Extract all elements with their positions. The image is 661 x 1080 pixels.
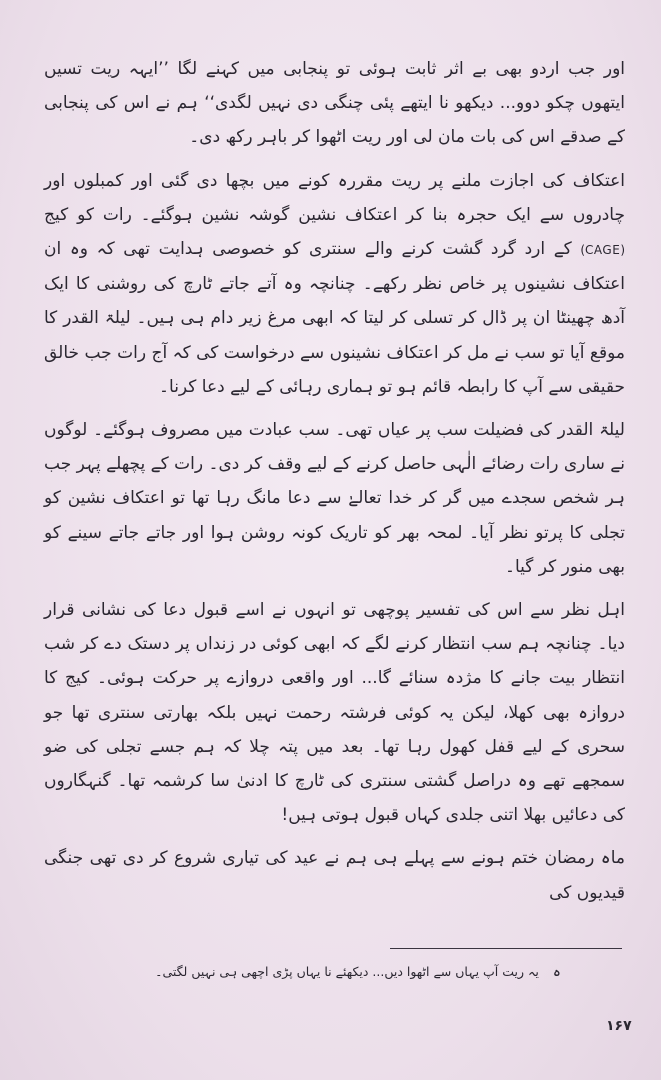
paragraph-5: ماہ رمضان ختم ہونے سے پہلے ہی ہم نے عید کی تیاری شروع کر دی تھی جنگی قیدیوں کی: [44, 848, 625, 903]
paragraph-1: اور جب اردو بھی بے اثر ثابت ہوئی تو پنجابی میں کہنے لگا ’’ایہہ ریت تسیں ایتھوں چکو دوو... دیکھو نا ایتھے پئی چنگی دی نہیں لگدی‘‘ ہم نے اس کی پنجابی کے صدقے اس کی بات مان لی اور ریت اٹھوا کر باہر رکھ دی۔: [44, 59, 625, 148]
paragraph-2: اعتکاف کی اجازت ملنے پر ریت مقررہ کونے میں بچھا دی گئی اور کمبلوں اور چادروں سے ایک حجرہ بنا کر اعتکاف نشین گوشہ نشین ہوگئے۔ رات کو کیج (CAGE) کے ارد گرد گشت کرنے والے سنتری کو خصوصی ہدایت تھی کہ وہ ان اعتکاف نشینوں پر خاص نظر رکھے۔ چنانچہ وہ آتے جاتے ٹارچ کی روشنی کا ایک آدھ چھینٹا ان پر ڈال کر تسلی کر لیتا کہ ابھی مرغ زیر دام ہی ہیں۔ لیلۃ القدر کا موقع آیا تو سب نے مل کر اعتکاف نشینوں سے درخواست کی کہ آج رات جب خالق حقیقی سے آپ کا رابطہ قائم ہو تو ہماری رہائی کے لیے دعا کرنا۔: [44, 170, 625, 397]
page-number: ۱۶۷: [606, 1018, 632, 1034]
body-text: [44, 52, 625, 910]
cage-term: (CAGE): [580, 243, 625, 258]
paragraph-3: لیلۃ القدر کی فضیلت سب پر عیاں تھی۔ سب عبادت میں مصروف ہوگئے۔ لوگوں نے ساری رات رضائے الٰہی حاصل کرنے کے لیے وقف کر دی۔ رات کے پچھلے پہر جب ہر شخص سجدے میں گر کر خدا تعالےٰ سے دعا مانگ رہا تھا تو اعتکاف نشین کو تجلی کا پرتو نظر آیا۔ لمحہ بھر کو تاریک کونہ روشن ہوا اور جاتے جاتے سینے کو بھی منور کر گیا۔: [44, 420, 625, 577]
footnote-divider: [390, 948, 622, 949]
footnote-text: یہ ریت آپ یہاں سے اٹھوا دیں... دیکھئے نا یہاں پڑی اچھی ہی نہیں لگتی۔: [155, 964, 539, 979]
footnote: [101, 962, 561, 982]
footnote-mark: ہ: [552, 964, 561, 980]
paragraph-4: اہل نظر سے اس کی تفسیر پوچھی تو انہوں نے اسے قبول دعا کی نشانی قرار دیا۔ چنانچہ ہم سب انتظار کرنے لگے کہ ابھی کوئی در زنداں پر دستک دے کر شب انتظار بیت جانے کا مژدہ سنائے گا... اور واقعی دروازے پر حرکت ہوئی۔ کیج کا دروازہ بھی کھلا، لیکن یہ کوئی فرشتہ رحمت نہیں بلکہ بھارتی سنتری تھا جو سحری کے لیے قفل کھول رہا تھا۔ بعد میں پتہ چلا کہ ہم جسے تجلی کی ضو سمجھے تھے وہ دراصل گشتی سنتری کی ٹارچ کا ادنیٰ سا کرشمہ تھا۔ گنہگاروں کی دعائیں بھلا اتنی جلدی کہاں قبول ہوتی ہیں!: [44, 600, 625, 826]
